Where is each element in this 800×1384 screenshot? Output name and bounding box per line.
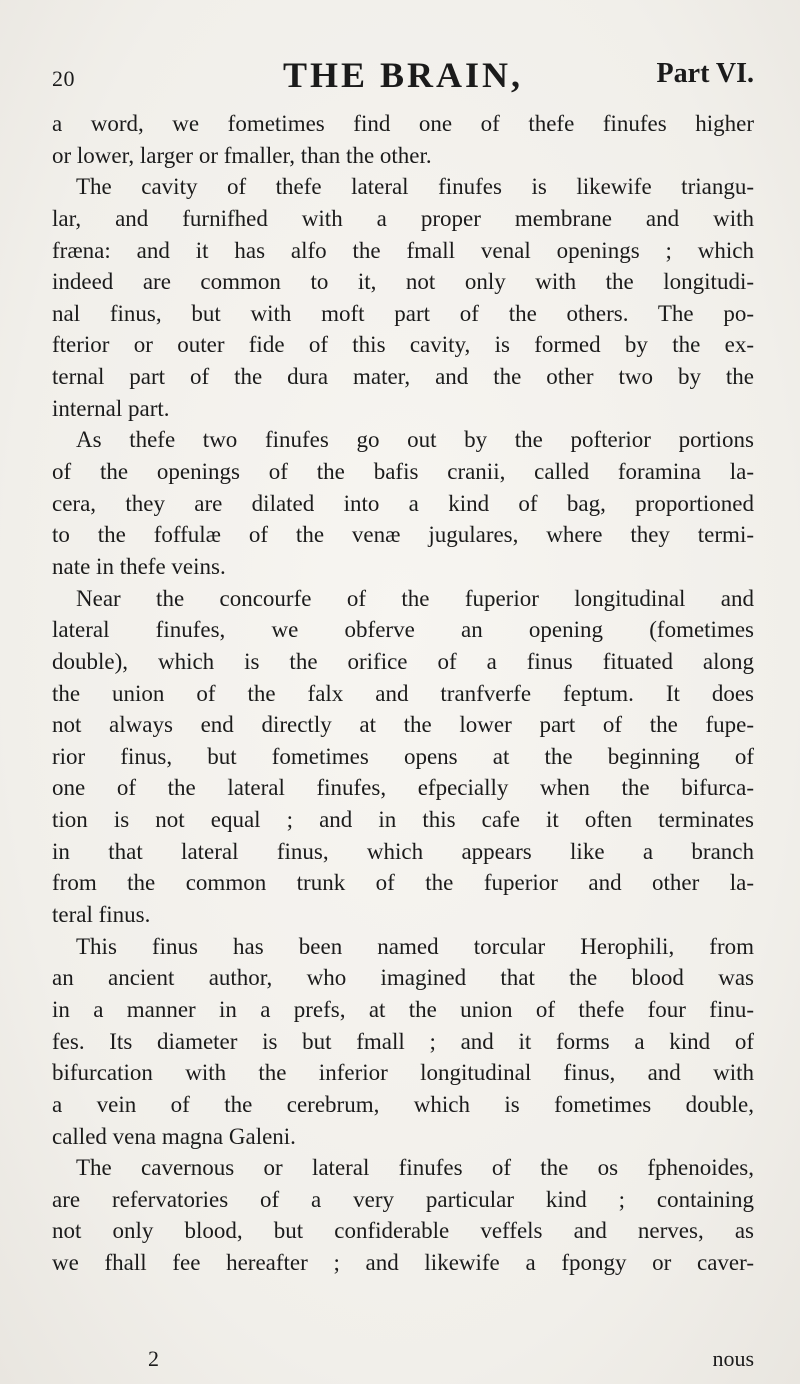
text-line: not always end directly at the lower part of the fupe- (52, 712, 754, 738)
text-line: in a manner in a prefs, at the union of thefe four finu- (52, 996, 754, 1022)
text-line: the union of the falx and tranfverfe feptum. It does (52, 680, 754, 706)
signature-mark: 2 (148, 1346, 159, 1371)
body-text (52, 108, 754, 1279)
text-line: lar, and furnifhed with a proper membrane and with (52, 205, 754, 231)
text-line: fræna: and it has alfo the fmall venal openings ; which (52, 237, 754, 263)
text-line: nal finus, but with moft part of the others. The po- (52, 300, 754, 326)
text-line: to the foffulæ of the venæ jugulares, where they termi- (52, 522, 754, 548)
text-line: teral finus. (52, 902, 151, 928)
page-header (52, 54, 754, 102)
text-line: fes. Its diameter is but fmall ; and it forms a kind of (52, 1028, 754, 1054)
text-line: double), which is the orifice of a finus fituated along (52, 648, 754, 674)
text-line: The cavity of thefe lateral finufes is likewife triangu- (76, 174, 754, 200)
text-line: a word, we fometimes find one of thefe finufes higher (52, 111, 754, 136)
text-line: bifurcation with the inferior longitudinal finus, and with (52, 1060, 754, 1086)
page-footer (52, 1346, 754, 1380)
text-line: This finus has been named torcular Herophili, from (76, 933, 754, 959)
catchword: nous (712, 1346, 754, 1371)
text-line: are refervatories of a very particular kind ; containing (52, 1186, 754, 1212)
text-line: an ancient author, who imagined that the blood was (52, 965, 754, 991)
text-line: The cavernous or lateral finufes of the os fphenoides, (76, 1155, 754, 1181)
text-line: tion is not equal ; and in this cafe it often terminates (52, 807, 754, 833)
text-line: a vein of the cerebrum, which is fometimes double, (52, 1091, 754, 1117)
text-line: indeed are common to it, not only with the longitudi- (52, 269, 754, 295)
text-line: or lower, larger or fmaller, than the other. (52, 142, 432, 168)
text-line: rior finus, but fometimes opens at the beginning of (52, 743, 754, 769)
text-line: cera, they are dilated into a kind of bag, proportioned (52, 490, 754, 516)
text-line: we fhall fee hereafter ; and likewife a fpongy or caver- (52, 1250, 754, 1276)
text-line: of the openings of the bafis cranii, called foramina la- (52, 459, 754, 485)
text-line: fterior or outer fide of this cavity, is formed by the ex- (52, 332, 754, 358)
page-number: 20 (52, 66, 75, 91)
running-title: THE BRAIN, (282, 55, 524, 95)
text-line: nate in thefe veins. (52, 553, 226, 579)
text-line: lateral finufes, we obferve an opening (fometimes (52, 617, 754, 643)
text-line: As thefe two finufes go out by the pofterior portions (76, 427, 754, 453)
part-label: Part VI. (656, 58, 754, 89)
text-line: internal part. (52, 395, 170, 421)
text-line: one of the lateral finufes, efpecially when the bifurca- (52, 775, 754, 801)
text-line: from the common trunk of the fuperior and other la- (52, 870, 754, 896)
text-line: in that lateral finus, which appears like a branch (52, 838, 754, 864)
text-line: called vena magna Galeni. (52, 1123, 296, 1149)
text-line: Near the concourfe of the fuperior longitudinal and (76, 585, 754, 611)
text-line: ternal part of the dura mater, and the other two by the (52, 364, 754, 390)
text-line: not only blood, but confiderable veffels and nerves, as (52, 1218, 754, 1244)
